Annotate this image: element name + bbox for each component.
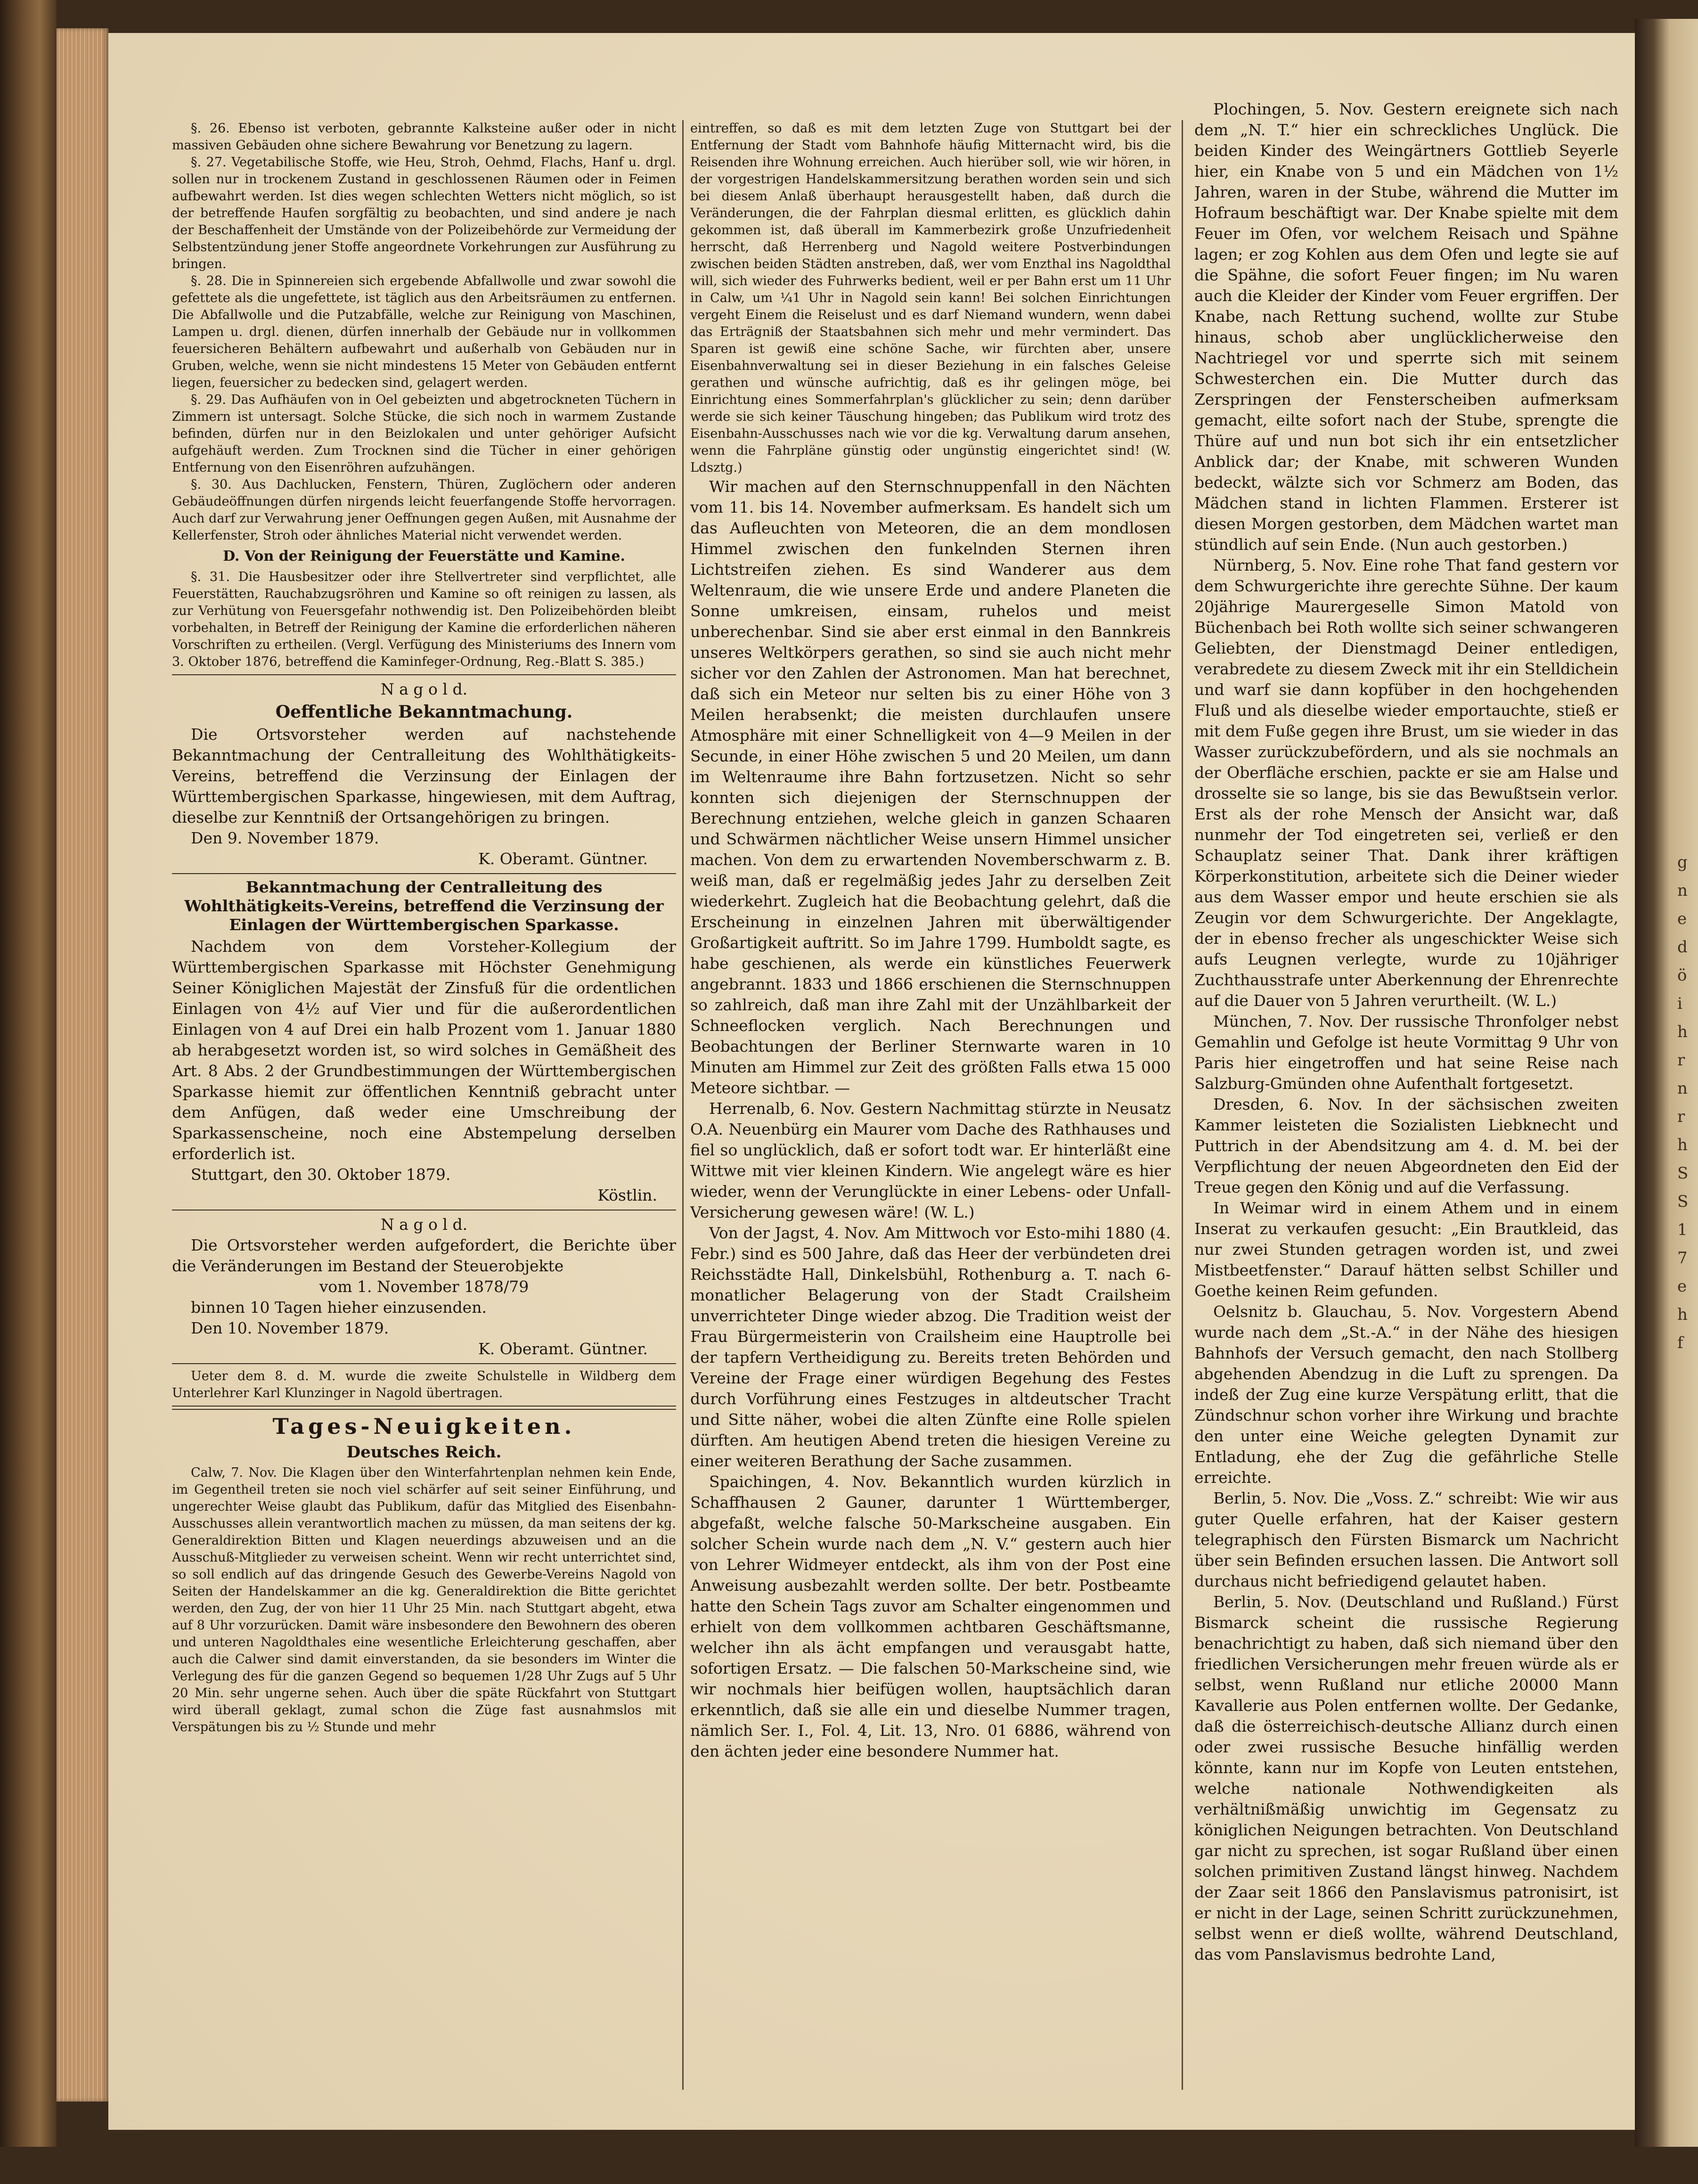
column-rule-1 [682, 120, 684, 2090]
book-binding [0, 0, 57, 2147]
notice-signature: K. Oberamt. Güntner. [478, 850, 648, 868]
col3-paragraph-1: Plochingen, 5. Nov. Gestern ereignete sich nach dem „N. T.“ hier ein schreckliches Unglück. Die beiden Kinder des Weingärtners Gottlieb Seyerle hier, ein Knabe von 5 und ein Mädchen von 1½ Jahren, waren in der Stube, während die Mutter im Hofraum beschäftigt war. Der Knabe spielte mit dem Feuer im Ofen, vor welchem Reisach und Spähne lagen; er zog Kohlen aus dem Ofen und legte sie auf die Spähne, die sofort Feuer fingen; im Nu waren auch die Kleider der Kinder vom Feuer ergriffen. Der Knabe, nach Rettung suchend, wollte zur Stube hinaus, schob aber unglücklicherweise den Nachtriegel vor und sperrte sich mit seinem Schwesterchen ein. Die Mutter durch das Zerspringen der Fensterscheiben aufmerksam gemacht, eilte sofort nach der Stube, sprengte die Thüre auf und nun bot sich ihr ein entsetzlicher Anblick dar; der Knabe, mit schweren Wunden bedeckt, wälzte sich vor Schmerz am Boden, das Mädchen stand in lichten Flammen. Ersterer ist diesen Morgen gestorben, dem Mädchen wartet man stündlich auf sein Ende. (Nun auch gestorben.) [1194, 100, 1618, 554]
column-1 [172, 120, 676, 2184]
col3-paragraph-3: München, 7. Nov. Der russische Thronfolger nebst Gemahlin und Gefolge ist heute Vormittag 9 Uhr von Paris hier eingetroffen und hat seine Reise nach Salzburg-Gmünden ohne Aufenthalt fortgesetzt. [1194, 1012, 1618, 1093]
paragraph-27: §. 27. Vegetabilische Stoffe, wie Heu, Stroh, Oehmd, Flachs, Hanf u. drgl. sollen nur in trockenem Zustand in geschlossenen Räumen oder in Feimen aufbewahrt werden. Ist dies wegen schlechten Wetters nicht möglich, so ist der betreffende Haufen sorgfältig zu beobachten, und sind andere je nach der Beschaffenheit der Umstände von der Polizeibehörde zur Vermeidung der Selbstentzündung jener Stoffe angeordnete Vorkehrungen zur Ausführung zu bringen. [172, 155, 676, 271]
orts-line-2: binnen 10 Tagen hieher einzusenden. [191, 1298, 487, 1317]
notice-text: Die Ortsvorsteher werden auf nachstehende Bekanntmachung der Centralleitung des Wohlthätigkeits-Vereins, betreffend die Verzinsung der Einlagen der Württembergischen Sparkasse, hingewiesen, mit dem Auftrag, dieselbe zur Kenntniß der Ortsangehörigen zu bringen. [172, 725, 676, 826]
col3-paragraph-5: In Weimar wird in einem Athem und in einem Inserat zu verkaufen gesucht: „Ein Brautkleid, das nur zwei Stunden getragen worden ist, und zwei Mistbeetfenster.“ Darauf hätten selbst Schiller und Goethe keinen Reim gefunden. [1194, 1199, 1618, 1300]
divider [172, 1210, 676, 1211]
section-d-title: D. Von der Reinigung der Feuerstätte und Kamine. [223, 548, 625, 564]
col3-paragraph-4: Dresden, 6. Nov. In der sächsischen zweiten Kammer leisteten die Sozialisten Liebknecht und Puttrich in der Abendsitzung am 4. d. M. bei der Verpflichtung der neuen Abgeordneten den Eid der Treue gegen den König und auf die Verfassung. [1194, 1095, 1618, 1196]
orts-line-1: vom 1. November 1878/79 [319, 1277, 529, 1296]
col2-paragraph-3: Herrenalb, 6. Nov. Gestern Nachmittag stürzte in Neusatz O.A. Neuenbürg ein Maurer vom Dache des Rathhauses und fiel so unglücklich, daß er sofort todt war. Er hinterläßt eine Wittwe mit vier kleinen Kindern. Wie angelegt wäre es hier wieder, wenn der Verunglückte in einer Lebens- oder Unfall-Versicherung gewesen wäre! (W. L.) [690, 1099, 1171, 1221]
orts-text: Die Ortsvorsteher werden aufgefordert, die Berichte über die Veränderungen im Bestand der Steuerobjekte [172, 1236, 676, 1275]
divider [172, 1363, 676, 1364]
nagold-header-1: N a g o l d. [380, 680, 468, 698]
central-notice-text: Nachdem von dem Vorsteher-Kollegium der Württembergischen Sparkasse mit Höchster Genehmigung Seiner Königlichen Majestät der Zinsfuß für die ordentlichen Einlagen von 4½ auf Vier und für die außerordentlichen Einlagen von 4 auf Drei ein halb Prozent vom 1. Januar 1880 ab herabgesetzt worden ist, so wird solches in Gemäßheit des Art. 8 Abs. 2 der Grundbestimmungen der Württembergischen Sparkasse hiemit zur öffentlichen Kenntniß gebracht unter dem Anfügen, daß weder eine Umschreibung der Sparkassenscheine, noch eine Abstempelung derselben erforderlich ist. [172, 937, 676, 1163]
paragraph-26: §. 26. Ebenso ist verboten, gebrannte Kalksteine außer oder in nicht massiven Gebäuden ohne sichere Bewahrung vor Benetzung zu lagern. [172, 121, 676, 153]
col3-paragraph-8: Berlin, 5. Nov. (Deutschland und Rußland.) Fürst Bismarck scheint die russische Regierung benachrichtigt zu haben, daß sich niemand über den friedlichen Versicherungen mehr freuen würde als er selbst, wenn Rußland nur etliche 20000 Mann Kavallerie aus Polen entfernen wollte. Der Gedanke, daß die österreichisch-deutsche Allianz durch einen oder zwei russische Besuche hinfällig werden könnte, kann nur im Kopfe von Leuten entstehen, welche nationale Nothwendigkeiten als verhältnißmäßig unwichtig im Gegensatz zu königlichen Neigungen betrachten. Von Deutschland gar nicht zu sprechen, ist sogar Rußland über einen solchen primitiven Zustand längst hinweg. Nachdem der Zaar seit 1866 den Panslavismus patronisirt, ist er nicht in der Lage, seinen Schritt zurückzunehmen, selbst wenn er dieß wollte, während Deutschland, das vom Panslavismus bedrohte Land, [1194, 1593, 1618, 1963]
col2-paragraph-4: Von der Jagst, 4. Nov. Am Mittwoch vor Esto-mihi 1880 (4. Febr.) sind es 500 Jahre, daß das Heer der verbündeten drei Reichsstädte Hall, Dinkelsbühl, Rothenburg a. T. nach 6-monatlicher Belagerung von der Stadt Crailsheim unverrichteter Dinge wieder abzog. Die Tradition weist der Frau Bürgermeisterin von Crailsheim eine Hauptrolle bei der tapfern Vertheidigung zu. Bereits treten Behörden und Vereine der Frage einer würdigen Begehung des Festes durch Vorführung eines Festzuges in altdeutscher Tracht und Sitte näher, wobei die alten Zünfte eine Rolle spielen dürften. Am heutigen Abend treten die hiesigen Vereine zu einer weiteren Berathung der Sache zusammen. [690, 1224, 1171, 1470]
reich-title: Deutsches Reich. [346, 1443, 502, 1462]
col2-paragraph-5: Spaichingen, 4. Nov. Bekanntlich wurden kürzlich in Schaffhausen 2 Gauner, darunter 1 Württemberger, abgefaßt, welche falsche 50-Markscheine ausgaben. Ein solcher Schein wurde nach dem „N. V.“ gestern auch hier von Lehrer Widmeyer entdeckt, als ihm von der Post eine Anweisung ausbezahlt werden sollte. Der betr. Postbeamte hatte den Schein Tags zuvor am Schalter eingenommen und erhielt von dem vollkommen achtbaren Geschäftsmanne, welcher ihn als ächt empfangen und verausgabt hatte, sofortigen Ersatz. — Die falschen 50-Markscheine sind, wie wir nochmals hier beifügen wollen, hauptsächlich daran erkenntlich, daß sie alle ein und dieselbe Nummer tragen, nämlich Ser. I., Fol. 4, Lit. 13, Nro. 01 6886, während von den ächten jeder eine besondere Nummer hat. [690, 1472, 1171, 1760]
notice-title: Oeffentliche Bekanntmachung. [275, 702, 573, 722]
calw-text: Calw, 7. Nov. Die Klagen über den Winterfahrtenplan nehmen kein Ende, im Gegentheil treten sie noch viel schärfer auf seit seiner Einführung, und ungerechter Weise glaubt das Publikum, dafür das Mitglied des Eisenbahn-Ausschusses allein verantwortlich machen zu müssen, da man seitens der kg. Generaldirektion Bitten und Klagen neuerdings abzuweisen und an die Ausschuß-Mitglieder zu verweisen scheint. Wenn wir recht unterrichtet sind, so soll endlich auf das dringende Gesuch des Gewerbe-Vereins Nagold von Seiten der Handelskammer an die kg. Generaldirektion die Bitte gerichtet werden, den Zug, der von hier 11 Uhr 25 Min. nach Stuttgart abgeht, etwa auf 8 Uhr vorzurücken. Damit wäre insbesondere den Bewohnern des oberen und unteren Nagoldthales eine wesentliche Erleichterung geschaffen, aber auch die Calwer sind damit einverstanden, da sie besonders im Winter die Verlegung des für die ganzen Gegend so bequemen 1/28 Uhr Zugs auf 5 Uhr 20 Min. sehr ungerne sehen. Auch über die späte Rückfahrt von Stuttgart wird überall geklagt, zumal schon die Züge fast ausnahmslos mit Verspätungen bis zu ½ Stunde und mehr [172, 1465, 676, 1734]
central-notice-title: Bekanntmachung der Centralleitung des Wohlthätigkeits-Vereins, betreffend die Verzinsung der Einlagen der Württembergischen Sparkasse. [184, 878, 664, 934]
col3-paragraph-6: Oelsnitz b. Glauchau, 5. Nov. Vorgestern Abend wurde nach dem „St.-A.“ in der Nähe des hiesigen Bahnhofs der Versuch gemacht, den nach Stollberg abgehenden Abendzug in die Luft zu sprengen. Da indeß der Zug eine kurze Verspätung erlitt, that die Zündschnur schon vorher ihre Wirkung und brachte den unter eine Weiche gelegten Dynamit zur Entladung, ehe der Zug die gefährliche Stelle erreichte. [1194, 1302, 1618, 1487]
double-divider [172, 1406, 676, 1410]
col3-paragraph-2: Nürnberg, 5. Nov. Eine rohe That fand gestern vor dem Schwurgerichte ihre gerechte Sühne. Der kaum 20jährige Maurergeselle Simon Matold von Büchenbach bei Roth wollte sich seiner schwangeren Geliebten, der Dienstmagd Deiner entledigen, verabredete zu diesem Zweck mit ihr ein Stelldichein und warf sie dann kopfüber in den hochgehenden Fluß und als dieselbe wieder emportauchte, stieß er mit dem Fuße gegen ihre Brust, um sie wieder in das Wasser zurückzubefördern, und als sie nochmals an der Oberfläche erschien, packte er sie am Halse und drosselte sie so lange, bis sie das Bewußtsein verlor. Erst als der rohe Mensch der Ansicht war, daß nunmehr der Tod eingetreten sei, verließ er den Schauplatz seiner That. Dank ihrer kräftigen Körperkonstitution, arbeitete sich die Deiner wieder aus dem Wasser empor und heute erschien sie als Zeugin vor dem Schwurgerichte. Der Angeklagte, der in ebenso frecher als ungeschickter Weise sich aufs Leugnen verlegte, wurde zu 10jähriger Zuchthausstrafe unter Aberkennung der Ehrenrechte auf die Dauer von 5 Jahren verurtheilt. (W. L.) [1194, 556, 1618, 1010]
small-note: Ueter dem 8. d. M. wurde die zweite Schulstelle in Wildberg dem Unterlehrer Karl Klunzinger in Nagold übertragen. [172, 1369, 676, 1400]
divider [172, 873, 676, 874]
notice-date: Den 9. November 1879. [191, 829, 379, 847]
central-notice-date: Stuttgart, den 30. Oktober 1879. [191, 1165, 451, 1184]
orts-date: Den 10. November 1879. [191, 1319, 389, 1337]
paragraph-28: §. 28. Die in Spinnereien sich ergebende Abfallwolle und zwar sowohl die gefettete als die ungefettete, ist täglich aus den Arbeitsräumen zu entfernen. Die Abfallwolle und die Putzabfälle, welche zur Reinigung von Maschinen, Lampen u. drgl. dienen, dürfen innerhalb der Gebäude nur in vollkommen feuersicheren Behältern aufbewahrt und außerhalb von Gebäuden nur in Gruben, welche, wenn sie nicht mindestens 15 Meter von Gebäuden entfernt liegen, feuersicher zu bedecken sind, gelagert werden. [172, 274, 676, 390]
paragraph-31: §. 31. Die Hausbesitzer oder ihre Stellvertreter sind verpflichtet, alle Feuerstätten, Rauchabzugsröhren und Kamine so oft reinigen zu lassen, als zur Verhütung von Feuersgefahr nothwendig ist. Den Polizeibehörden bleibt vorbehalten, in Betreff der Reinigung der Kamine die erforderlichen näheren Vorschriften zu ertheilen. (Vergl. Verfügung des Ministeriums des Innern vom 3. Oktober 1876, betreffend die Kaminfeger-Ordnung, Reg.-Blatt S. 385.) [172, 570, 676, 669]
divider [172, 674, 676, 675]
page-edges [57, 28, 108, 2102]
col3-paragraph-7: Berlin, 5. Nov. Die „Voss. Z.“ schreibt: Wie wir aus guter Quelle erfahren, hat der Kaiser gestern telegraphisch den Fürsten Bismarck um Nachricht über sein Befinden ersuchen lassen. Die Antwort soll durchaus nicht befriedigend gelautet haben. [1194, 1489, 1618, 1590]
next-page-fragment: g n e d ö i h r n r h S S 1 7 e h f [1677, 853, 1689, 1352]
column-rule-2 [1182, 120, 1183, 2090]
col2-paragraph-2: Wir machen auf den Sternschnuppenfall in den Nächten vom 11. bis 14. November aufmerksam. Es handelt sich um das Aufleuchten von Meteoren, die an dem mondlosen Himmel zwischen den funkelnden Sternen ihren Lichtstreifen ziehen. Es sind Wanderer aus dem Weltenraum, die wie unsere Erde und andere Planeten die Sonne umkreisen, einsam, ruhelos und meist unberechenbar. Sind sie aber erst einmal in den Bannkreis unseres Weltkörpers gerathen, so sind sie auch nicht mehr sicher vor den Zahlen der Astronomen. Man hat berechnet, daß sich ein Meteor nur selten bis zu einer Höhe von 3 Meilen herabsenkt; die meisten durchlaufen unsere Atmosphäre mit einer Schnelligkeit von 4—9 Meilen in der Secunde, in einer Höhe zwischen 5 und 20 Meilen, um dann im Weltenraume ihre Bahn fortzusetzen. Nicht so sehr konnten sich diejenigen der Sternschnuppen der Berechnung entziehen, welche gleich in ganzen Schaaren und Schwärmen nächtlicher Weise unsern Himmel unsicher machen. Von dem zu erwartenden Novemberschwarm z. B. weiß man, daß er regelmäßig jedes Jahr zu derselben Zeit wiederkehrt. Zugleich hat die Beobachtung gelehrt, daß die Erscheinung in einzelnen Jahren mit überwältigender Großartigkeit auftritt. So im Jahre 1799. Humboldt sagte, es habe geschienen, als werde ein künstliches Feuerwerk angebrannt. 1833 und 1866 erschienen die Sternschnuppen so zahlreich, daß man ihre Zahl mit der Unzählbarkeit der Schneeflocken verglich. Nach Berechnungen und Beobachtungen der Berliner Sternwarte waren in 10 Minuten am Himmel zur Zeit des größten Falls etwa 15 000 Meteore sichtbar. — [690, 477, 1171, 1097]
tages-title: Tages-Neuigkeiten. [272, 1414, 576, 1439]
paragraph-30: §. 30. Aus Dachlucken, Fenstern, Thüren, Zuglöchern oder anderen Gebäudeöffnungen dürfen nirgends leicht feuerfangende Stoffe hervorragen. Auch darf zur Verwahrung jener Oeffnungen gegen Außen, mit Ausnahme der Kellerfenster, Stroh oder ähnliches Material nicht verwendet werden. [172, 477, 676, 543]
orts-signature: K. Oberamt. Güntner. [478, 1340, 648, 1358]
nagold-header-2: N a g o l d. [380, 1215, 468, 1234]
central-notice-signature: Köstlin. [597, 1186, 657, 1204]
paragraph-29: §. 29. Das Aufhäufen von in Oel gebeizten und abgetrockneten Tüchern in Zimmern ist untersagt. Solche Stücke, die sich noch in warmem Zustande befinden, dürfen nur in den Beizlokalen und unter gehöriger Aufsicht aufgehäuft werden. Zum Trocknen sind die Tücher in einer gehörigen Entfernung von den Eisenröhren aufzuhängen. [172, 393, 676, 475]
col2-paragraph-1: eintreffen, so daß es mit dem letzten Zuge von Stuttgart bei der Entfernung der Stadt vom Bahnhofe häufig Mitternacht wird, bis die Reisenden ihre Wohnung erreichen. Auch hierüber soll, wie wir hören, in der vorgestrigen Handelskammersitzung berathen worden sein und sich bei diesem Anlaß überhaupt herausgestellt haben, daß durch die Veränderungen, die der Fahrplan diesmal erlitten, es glücklich dahin gekommen ist, daß überall im Kammerbezirk große Unzufriedenheit herrscht, daß Herrenberg und Nagold weitere Postverbindungen zwischen beiden Städten anstreben, daß, wer vom Enzthal ins Nagoldthal will, sich wieder des Fuhrwerks bedient, weil er per Bahn erst um 11 Uhr in Calw, um ¼1 Uhr in Nagold sein kann! Bei solchen Einrichtungen vergeht Einem die Reiselust und es darf Niemand wundern, wenn dabei das Erträgniß der Staatsbahnen sich mehr und mehr vermindert. Das Sparen ist gewiß eine schöne Sache, wir fürchten aber, unsere Eisenbahnverwaltung sei in dieser Beziehung in ein falsches Geleise gerathen und wünsche aufrichtig, daß es ihr gelingen möge, bei Einrichtung eines Sommerfahrplan's glücklicher zu sein; denn darüber werde sie sich keiner Täuschung hingeben; das Publikum wird trotz des Eisenbahn-Ausschusses nach wie vor die kg. Verwaltung darum ansehen, wenn die Fahrpläne günstig oder ungünstig eingerichtet sind! (W. Ldsztg.) [690, 121, 1171, 475]
column-2 [690, 120, 1171, 2184]
column-3 [1194, 99, 1618, 2163]
